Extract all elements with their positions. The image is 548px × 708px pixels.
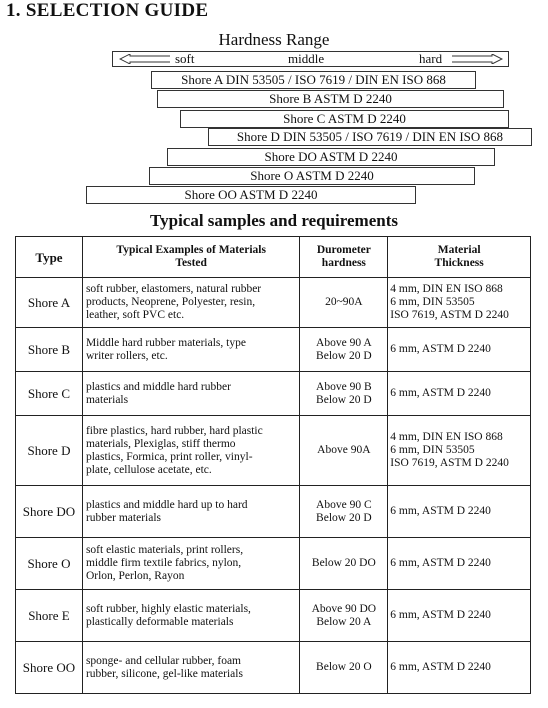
examples-cell: sponge- and cellular rubber, foam rubber, silicone, gel-like materials xyxy=(82,642,299,694)
shore-oo-scale: Shore OO ASTM D 2240 xyxy=(86,186,416,204)
table-row xyxy=(16,538,531,590)
thickness-cell: 6 mm, ASTM D 2240 xyxy=(388,328,531,372)
shore-c-scale: Shore C ASTM D 2240 xyxy=(180,110,509,128)
header-examples: Typical Examples of Materials Tested xyxy=(82,237,299,278)
table-row xyxy=(16,590,531,642)
shore-o-scale: Shore O ASTM D 2240 xyxy=(149,167,475,185)
header-type: Type xyxy=(16,237,83,278)
examples-cell: fibre plastics, hard rubber, hard plastic materials, Plexiglas, stiff thermo plastics, Formica, print roller, vinyl- plate, cellulose acetate, etc. xyxy=(82,416,299,486)
durometer-cell: 20~90A xyxy=(300,278,388,328)
arrow-right-icon xyxy=(451,54,503,64)
thickness-cell: 6 mm, ASTM D 2240 xyxy=(388,486,531,538)
hardness-scale-bar xyxy=(112,51,509,67)
hard-label: hard xyxy=(419,51,443,66)
type-cell: Shore D xyxy=(16,416,83,486)
examples-cell: plastics and middle hard up to hard rubber materials xyxy=(82,486,299,538)
durometer-cell: Below 20 O xyxy=(300,642,388,694)
durometer-cell: Above 90 B Below 20 D xyxy=(300,372,388,416)
thickness-cell: 6 mm, ASTM D 2240 xyxy=(388,590,531,642)
thickness-cell: 6 mm, ASTM D 2240 xyxy=(388,642,531,694)
type-cell: Shore DO xyxy=(16,486,83,538)
type-cell: Shore E xyxy=(16,590,83,642)
type-cell: Shore A xyxy=(16,278,83,328)
type-cell: Shore O xyxy=(16,538,83,590)
header-thickness: Material Thickness xyxy=(388,237,531,278)
shore-d-scale: Shore D DIN 53505 / ISO 7619 / DIN EN ISO 868 xyxy=(208,128,532,146)
type-cell: Shore OO xyxy=(16,642,83,694)
durometer-cell: Below 20 DO xyxy=(300,538,388,590)
table-row xyxy=(16,486,531,538)
examples-cell: soft rubber, highly elastic materials, plastically deformable materials xyxy=(82,590,299,642)
section-heading: 1. SELECTION GUIDE xyxy=(6,0,209,21)
middle-label: middle xyxy=(288,51,325,66)
hardness-range-title: Hardness Range xyxy=(218,30,330,49)
durometer-cell: Above 90A xyxy=(300,416,388,486)
shore-b-scale: Shore B ASTM D 2240 xyxy=(157,90,504,108)
table-row xyxy=(16,328,531,372)
table-row xyxy=(16,416,531,486)
thickness-cell: 6 mm, ASTM D 2240 xyxy=(388,538,531,590)
samples-title: Typical samples and requirements xyxy=(150,211,398,230)
table-row xyxy=(16,278,531,328)
header-durometer: Durometer hardness xyxy=(300,237,388,278)
thickness-cell: 6 mm, ASTM D 2240 xyxy=(388,372,531,416)
arrow-left-icon xyxy=(119,54,171,64)
durometer-cell: Above 90 A Below 20 D xyxy=(300,328,388,372)
examples-cell: soft elastic materials, print rollers, middle firm textile fabrics, nylon, Orlon, Perlon, Rayon xyxy=(82,538,299,590)
examples-cell: soft rubber, elastomers, natural rubber products, Neoprene, Polyester, resin, leather, soft PVC etc. xyxy=(82,278,299,328)
type-cell: Shore B xyxy=(16,328,83,372)
thickness-cell: 4 mm, DIN EN ISO 868 6 mm, DIN 53505 ISO 7619, ASTM D 2240 xyxy=(388,416,531,486)
type-cell: Shore C xyxy=(16,372,83,416)
thickness-cell: 4 mm, DIN EN ISO 868 6 mm, DIN 53505 ISO 7619, ASTM D 2240 xyxy=(388,278,531,328)
table-header-row xyxy=(16,237,531,278)
table-row xyxy=(16,642,531,694)
shore-do-scale: Shore DO ASTM D 2240 xyxy=(167,148,495,166)
soft-label: soft xyxy=(175,51,195,66)
requirements-table xyxy=(15,236,531,694)
durometer-cell: Above 90 DO Below 20 A xyxy=(300,590,388,642)
examples-cell: Middle hard rubber materials, type writer rollers, etc. xyxy=(82,328,299,372)
examples-cell: plastics and middle hard rubber materials xyxy=(82,372,299,416)
shore-a-scale: Shore A DIN 53505 / ISO 7619 / DIN EN ISO 868 xyxy=(151,71,476,89)
durometer-cell: Above 90 C Below 20 D xyxy=(300,486,388,538)
table-row xyxy=(16,372,531,416)
